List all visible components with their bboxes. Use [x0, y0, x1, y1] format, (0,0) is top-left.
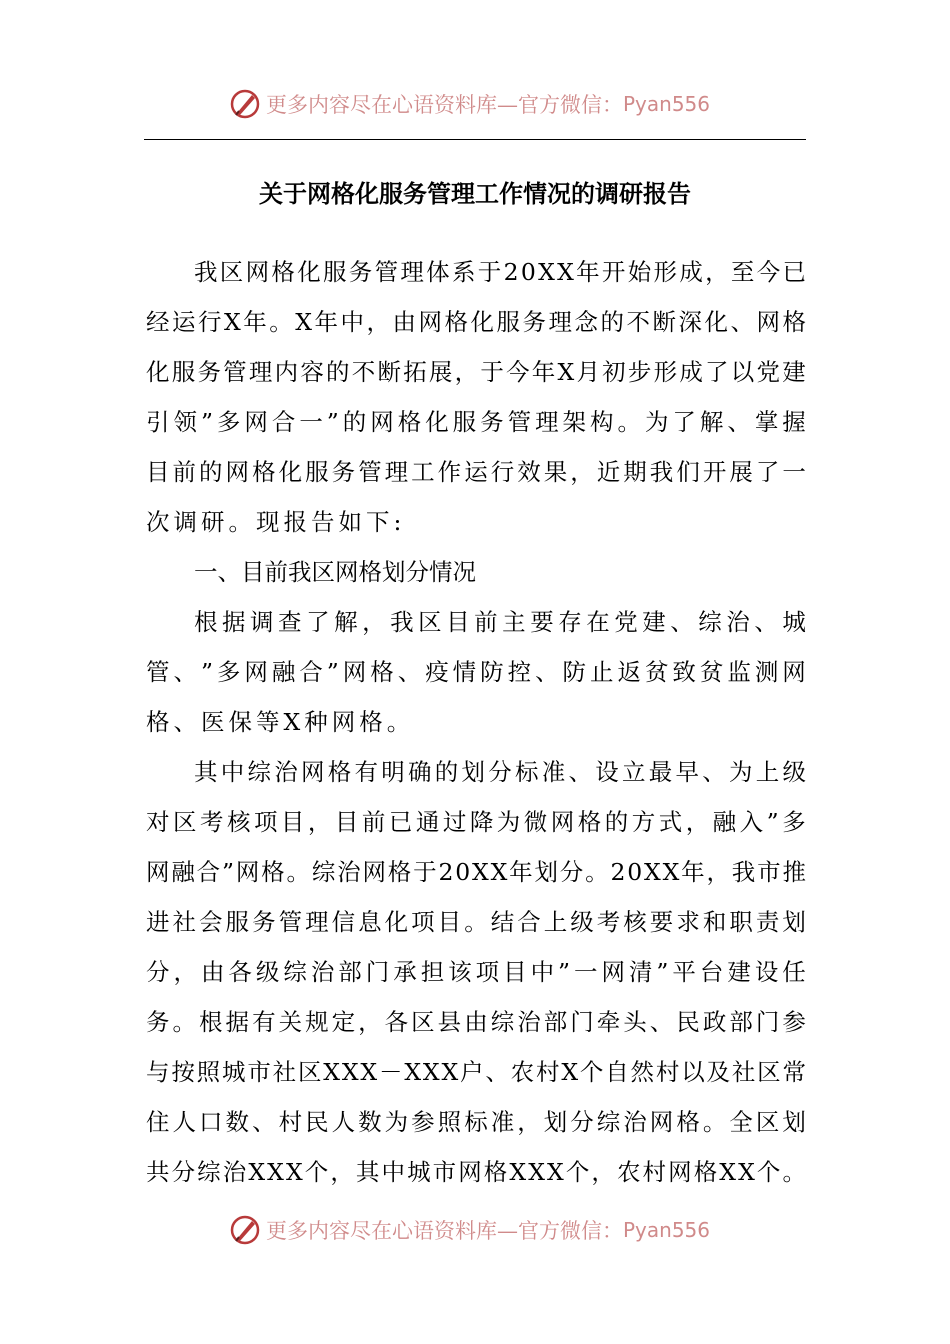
text-line: 共 分 综 治 X X X 个 ， 其 中 城 市 网 格 X X X 个 ， 农 村 网 格 X X 个 。	[146, 1158, 806, 1186]
text-line: 对 区 考 核 项 目 ， 目 前 已 通 过 降 为 微 网 格 的 方 式 ， 融 入 ” 多	[146, 808, 806, 836]
section-heading: 一、目前我区网格划分情况	[194, 558, 476, 586]
pen-logo-icon	[228, 87, 262, 121]
document-body	[146, 247, 806, 1197]
paragraph-3	[146, 747, 806, 1197]
pen-logo-icon	[228, 1213, 262, 1247]
header-rule	[144, 139, 806, 140]
text-line: 目 前 的 网 格 化 服 务 管 理 工 作 运 行 效 果 ， 近 期 我 们 开 展 了 一	[146, 458, 806, 486]
text-line: 根 据 调 查 了 解 ， 我 区 目 前 主 要 存 在 党 建 、 综 治 、 城	[194, 608, 806, 636]
text-line: 分 ， 由 各 级 综 治 部 门 承 担 该 项 目 中 ” 一 网 清 ” 平 台 建 设 任	[146, 958, 806, 986]
text-line: 次调研。现报告如下:	[146, 508, 406, 536]
wechat-id: Pyan556	[623, 92, 711, 116]
banner-text: 更多内容尽在心语资料库—官方微信：	[266, 93, 623, 117]
paragraph-1	[146, 247, 806, 547]
text-line: 管 、 ” 多 网 融 合 ” 网 格 、 疫 情 防 控 、 防 止 返 贫 致 贫 监 测 网	[146, 658, 806, 686]
text-line: 住 人 口 数 、 村 民 人 数 为 参 照 标 准 ， 划 分 综 治 网 格 。 全 区 划	[146, 1108, 806, 1136]
text-line: 引 领 ” 多 网 合 一 ” 的 网 格 化 服 务 管 理 架 构 。 为 了 解 、 掌 握	[146, 408, 806, 436]
text-line: 务 。 根 据 有 关 规 定 ， 各 区 县 由 综 治 部 门 牵 头 、 民 政 部 门 参	[146, 1008, 806, 1036]
text-line: 进 社 会 服 务 管 理 信 息 化 项 目 。 结 合 上 级 考 核 要 求 和 职 责 划	[146, 908, 806, 936]
text-line: 经 运 行 X 年 。 X 年 中 ， 由 网 格 化 服 务 理 念 的 不 断 深 化 、 网 格	[146, 308, 806, 336]
document-title: 关于网格化服务管理工作情况的调研报告	[259, 179, 691, 208]
text-line: 网 融 合 ” 网 格 。 综 治 网 格 于 2 0 X X 年 划 分 。 2 0 X X 年 ， 我 市 推	[146, 858, 806, 886]
wechat-id: Pyan556	[623, 1218, 711, 1242]
text-line: 我 区 网 格 化 服 务 管 理 体 系 于 2 0 X X 年 开 始 形 成 ， 至 今 已	[194, 258, 806, 286]
footer-banner	[228, 1210, 748, 1250]
text-line: 格、医保等X种网格。	[146, 708, 415, 736]
banner-text: 更多内容尽在心语资料库—官方微信：	[266, 1219, 623, 1243]
header-banner	[228, 84, 748, 124]
text-line: 与 按 照 城 市 社 区 X X X － X X X 户 、 农 村 X 个 自 然 村 以 及 社 区 常	[146, 1058, 806, 1086]
text-line: 化 服 务 管 理 内 容 的 不 断 拓 展 ， 于 今 年 X 月 初 步 形 成 了 以 党 建	[146, 358, 806, 386]
paragraph-2	[146, 597, 806, 747]
text-line: 其 中 综 治 网 格 有 明 确 的 划 分 标 准 、 设 立 最 早 、 为 上 级	[194, 758, 806, 786]
